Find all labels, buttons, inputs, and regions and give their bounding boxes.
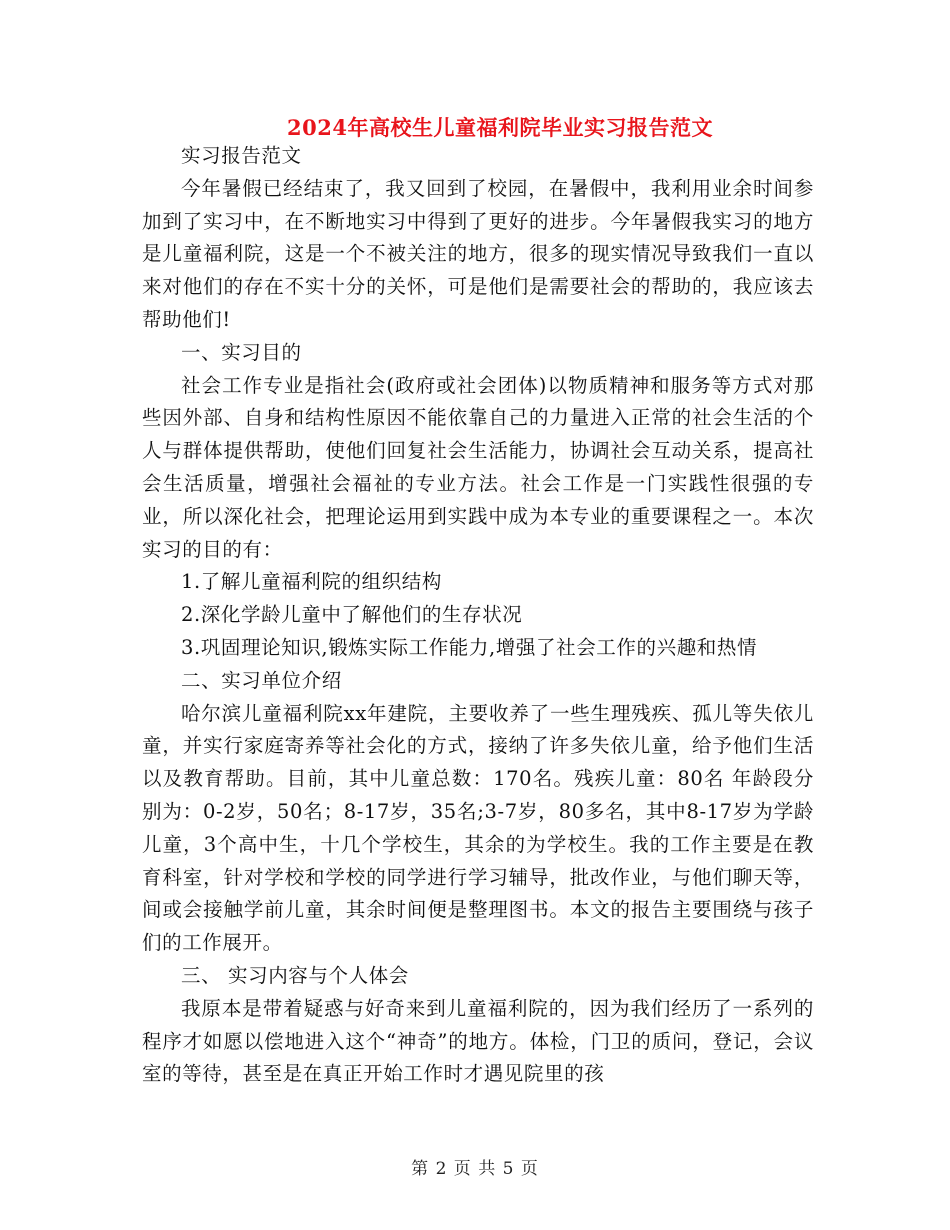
paragraph-heading-report: 实习报告范文 xyxy=(181,144,302,167)
section-heading-purpose: 一、实习目的 xyxy=(181,340,302,364)
paragraph-intro: 今年暑假已经结束了，我又回到了校园，在暑假中，我利用业余时间参加到了实习中，在不断地实习中得到了更好的进步。今年暑假我实习的地方是儿童福利院，这是一个不被关注的地方，很多的现实情况导致我们一直以来对他们的存在不实十分的关怀，可是他们是需要社会的帮助的，我应该去帮助他们! xyxy=(142,176,814,331)
paragraph-purpose: 社会工作专业是指社会(政府或社会团体)以物质精神和服务等方式对那些因外部、自身和结构性原因不能依靠自己的力量进入正常的社会生活的个人与群体提供帮助，使他们回复社会生活能力，协调社会互动关系，提高社会生活质量，增强社会福祉的专业方法。社会工作是一门实践性很强的专业，所以深化社会，把理论运用到实践中成为本专业的重要课程之一。本次实习的目的有： xyxy=(142,373,814,561)
page-footer: 第 2 页 共 5 页 xyxy=(411,1159,539,1179)
paragraph-unit: 哈尔滨儿童福利院xx年建院，主要收养了一些生理残疾、孤儿等失依儿童，并实行家庭寄养等社会化的方式，接纳了许多失依儿童，给予他们生活以及教育帮助。目前，其中儿童总数：170名。残疾儿童：80名 年龄段分别为：0-2岁，50名；8-17岁，35名;3-7岁，80多名，其中8-17岁为学龄儿童，3个高中生，十几个学校生，其余的为学校生。我的工作主要是在教育科室，针对学校和学校的同学进行学习辅导，批改作业，与他们聊天等，间或会接触学前儿童，其余时间便是整理图书。本文的报告主要围绕与孩子们的工作展开。 xyxy=(142,701,814,955)
section-heading-unit: 二、实习单位介绍 xyxy=(181,668,342,692)
list-item-1: 1.了解儿童福利院的组织结构 xyxy=(181,570,443,594)
document-body xyxy=(142,140,814,1091)
document-title: 2024年高校生儿童福利院毕业实习报告范文 xyxy=(287,115,713,140)
section-heading-content: 三、 实习内容与个人体会 xyxy=(181,963,409,987)
paragraph-content: 我原本是带着疑惑与好奇来到儿童福利院的，因为我们经历了一系列的程序才如愿以偿地进入这个“神奇”的地方。体检，门卫的质问，登记，会议室的等待，甚至是在真正开始工作时才遇见院里的孩 xyxy=(142,996,814,1086)
list-item-3: 3.巩固理论知识,锻炼实际工作能力,增强了社会工作的兴趣和热情 xyxy=(181,635,758,659)
list-item-2: 2.深化学龄儿童中了解他们的生存状况 xyxy=(181,603,523,627)
